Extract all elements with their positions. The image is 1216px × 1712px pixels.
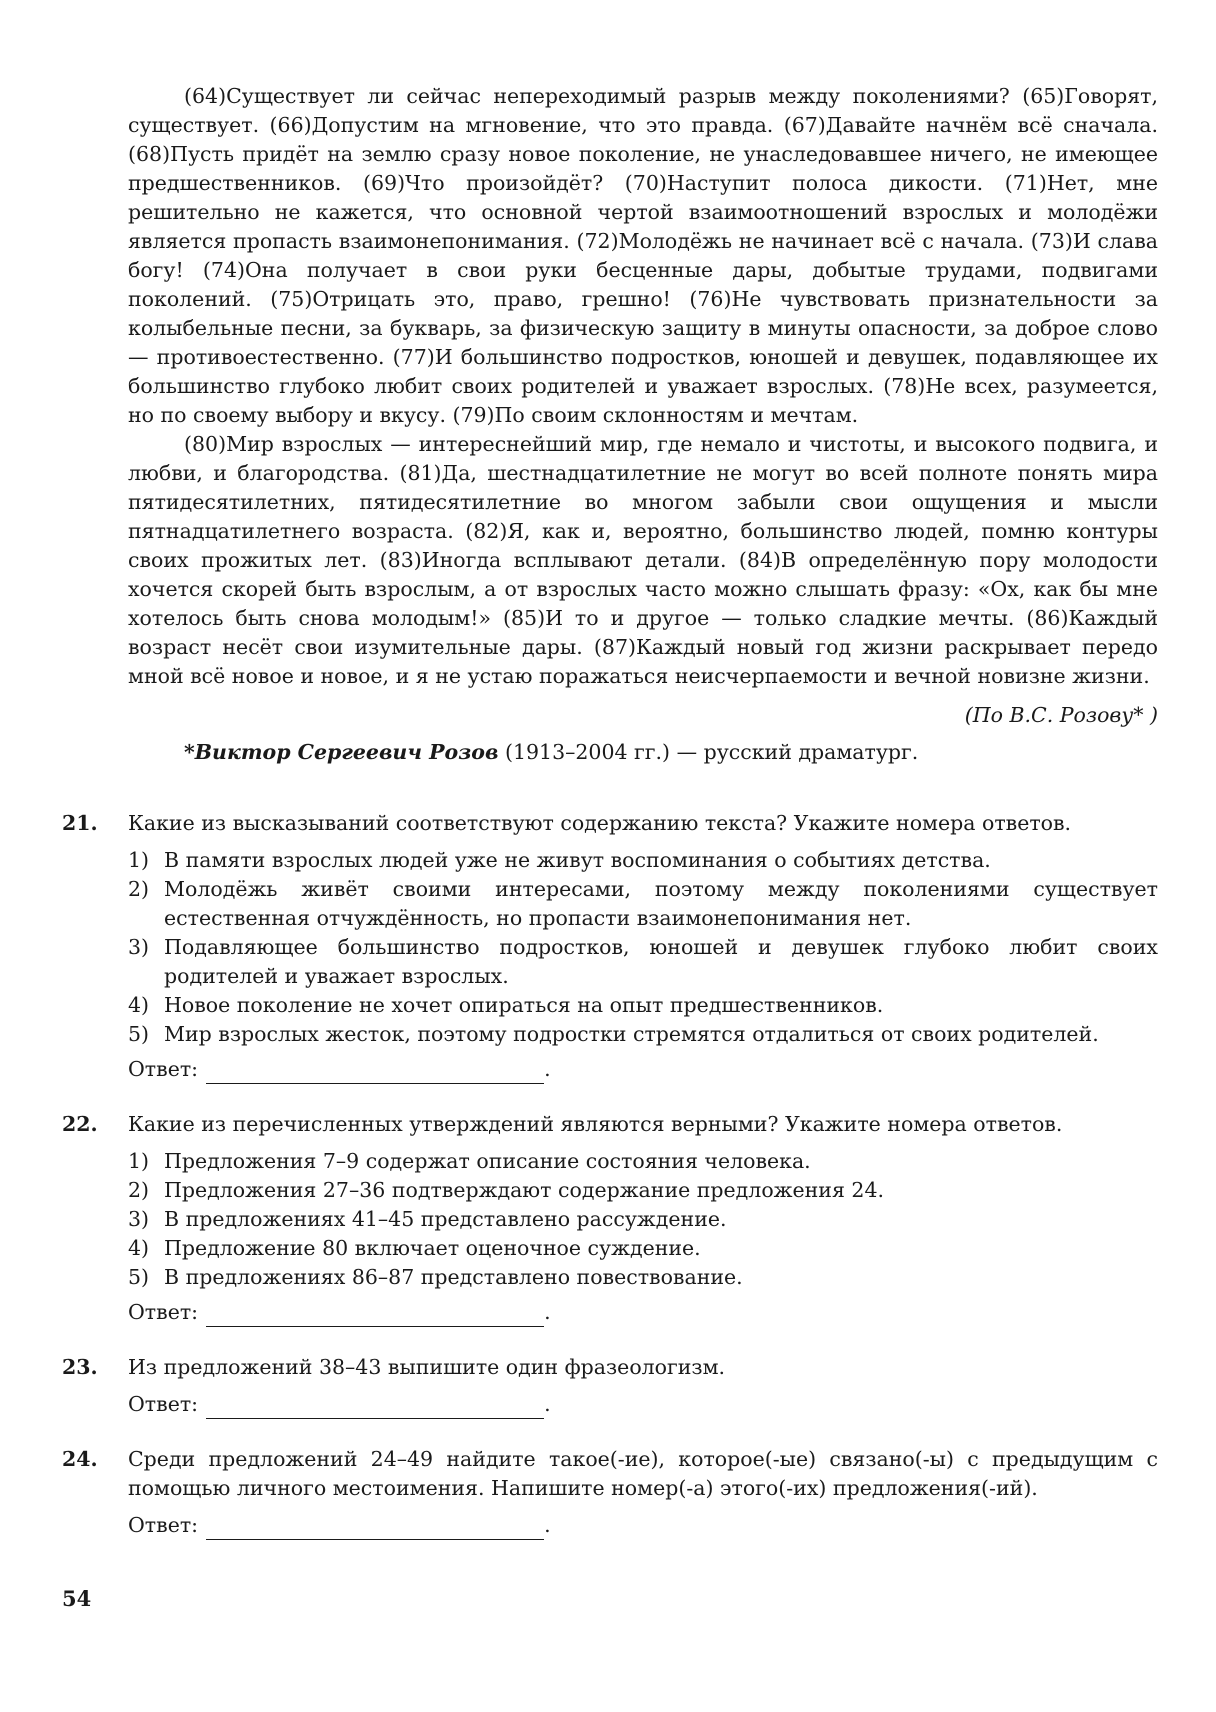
option-item — [128, 846, 1158, 875]
page-content — [62, 82, 1158, 1540]
answer-field[interactable] — [206, 1063, 544, 1084]
option-item — [128, 933, 1158, 991]
answer-dot: . — [544, 1057, 551, 1081]
option-number: 2) — [128, 877, 150, 901]
answer-dot: . — [544, 1300, 551, 1324]
task-number: 21. — [62, 811, 98, 835]
option-text: Мир взрослых жесток, поэтому подростки стремятся отдалиться от своих родителей. — [164, 1022, 1099, 1046]
task-24 — [62, 1445, 1158, 1540]
answer-label: Ответ: — [128, 1392, 199, 1416]
option-number: 3) — [128, 935, 150, 959]
answer-options — [128, 846, 1158, 1049]
option-number: 4) — [128, 1236, 150, 1260]
option-text: Предложения 7–9 содержат описание состояния человека. — [164, 1149, 811, 1173]
answer-row — [128, 1298, 1158, 1327]
answer-label: Ответ: — [128, 1057, 199, 1081]
answer-label: Ответ: — [128, 1300, 199, 1324]
task-question: Среди предложений 24–49 найдите такое(-ие), которое(-ые) связано(-ы) с предыдущим с помощью личного местоимения. Напишите номер(-а) этого(-их) предложения(-ий). — [128, 1447, 1158, 1500]
option-text: Предложения 27–36 подтверждают содержание предложения 24. — [164, 1178, 885, 1202]
task-number: 23. — [62, 1355, 98, 1379]
option-text: Молодёжь живёт своими интересами, поэтому между поколениями существует естественная отчуждённость, но пропасти взаимонепонимания нет. — [164, 877, 1158, 930]
option-item — [128, 1020, 1158, 1049]
task-22 — [62, 1110, 1158, 1327]
option-number: 2) — [128, 1178, 150, 1202]
answer-field[interactable] — [206, 1519, 544, 1540]
answer-dot: . — [544, 1392, 551, 1416]
option-number: 1) — [128, 848, 150, 872]
option-number: 4) — [128, 993, 150, 1017]
option-text: В памяти взрослых людей уже не живут воспоминания о событиях детства. — [164, 848, 991, 872]
option-item — [128, 1147, 1158, 1176]
option-text: В предложениях 86–87 представлено повествование. — [164, 1265, 743, 1289]
task-number: 24. — [62, 1447, 98, 1471]
option-text: В предложениях 41–45 представлено рассуждение. — [164, 1207, 727, 1231]
answer-row — [128, 1055, 1158, 1084]
option-item — [128, 1176, 1158, 1205]
footnote-author-name: *Виктор Сергеевич Розов — [184, 740, 499, 764]
task-23 — [62, 1353, 1158, 1419]
page-number: 54 — [62, 1586, 92, 1611]
text-source: (По В.С. Розову* ) — [964, 703, 1158, 727]
option-number: 5) — [128, 1265, 150, 1289]
answer-field[interactable] — [206, 1306, 544, 1327]
task-question: Из предложений 38–43 выпишите один фразеологизм. — [128, 1355, 726, 1379]
option-item — [128, 1234, 1158, 1263]
answer-row — [128, 1511, 1158, 1540]
answer-dot: . — [544, 1513, 551, 1537]
text-paragraph-1: (64)Существует ли сейчас непереходимый разрыв между поколениями? (65)Говорят, существует. (66)Допустим на мгновение, что это правда. (67)Давайте начнём всё сначала. (68)Пусть придёт на землю сразу новое поколение, не унаследовавшее ничего, не имеющее предшественников. (69)Что произойдёт? (70)Наступит полоса дикости. (71)Нет, мне решительно не кажется, что основной чертой взаимоотношений взрослых и молодёжи является пропасть взаимонепонимания. (72)Молодёжь не начинает всё с начала. (73)И слава богу! (74)Она получает в свои руки бесценные дары, добытые трудами, подвигами поколений. (75)Отрицать это, право, грешно! (76)Не чувствовать признательности за колыбельные песни, за букварь, за физическую защиту в минуты опасности, за доброе слово — противоестественно. (77)И большинство подростков, юношей и девушек, подавляющее их большинство глубоко любит своих родителей и уважает взрослых. (78)Не всех, разумеется, но по своему выбору и вкусу. (79)По своим склонностям и мечтам. — [128, 84, 1158, 427]
task-21 — [62, 809, 1158, 1084]
author-footnote — [128, 738, 1158, 767]
answer-field[interactable] — [206, 1398, 544, 1419]
text-paragraph-2: (80)Мир взрослых — интереснейший мир, где немало и чистоты, и высокого подвига, и любви, и благородства. (81)Да, шестнадцатилетние не могут во всей полноте понять мира пятидесятилетних, пятидесятилетние во многом забыли свои ощущения и мысли пятнадцатилетнего возраста. (82)Я, как и, вероятно, большинство людей, помню контуры своих прожитых лет. (83)Иногда всплывают детали. (84)В определённую пору молодости хочется скорей быть взрослым, а от взрослых часто можно слышать фразу: «Ох, как бы мне хотелось быть снова молодым!» (85)И то и другое — только сладкие мечты. (86)Каждый возраст несёт свои изумительные дары. (87)Каждый новый год жизни раскрывает передо мной всё новое и новое, и я не устаю поражаться неисчерпаемости и вечной новизне жизни. — [128, 432, 1158, 688]
task-question: Какие из высказываний соответствуют содержанию текста? Укажите номера ответов. — [128, 811, 1072, 835]
answer-options — [128, 1147, 1158, 1292]
option-number: 3) — [128, 1207, 150, 1231]
option-item — [128, 991, 1158, 1020]
option-text: Подавляющее большинство подростков, юношей и девушек глубоко любит своих родителей и уважает взрослых. — [164, 935, 1158, 988]
footnote-author-info: (1913–2004 гг.) — русский драматург. — [498, 740, 919, 764]
option-text: Предложение 80 включает оценочное суждение. — [164, 1236, 701, 1260]
option-text: Новое поколение не хочет опираться на опыт предшественников. — [164, 993, 884, 1017]
option-item — [128, 1263, 1158, 1292]
option-number: 5) — [128, 1022, 150, 1046]
option-item — [128, 1205, 1158, 1234]
option-item — [128, 875, 1158, 933]
task-question: Какие из перечисленных утверждений являются верными? Укажите номера ответов. — [128, 1112, 1063, 1136]
answer-label: Ответ: — [128, 1513, 199, 1537]
task-number: 22. — [62, 1112, 98, 1136]
option-number: 1) — [128, 1149, 150, 1173]
answer-row — [128, 1390, 1158, 1419]
